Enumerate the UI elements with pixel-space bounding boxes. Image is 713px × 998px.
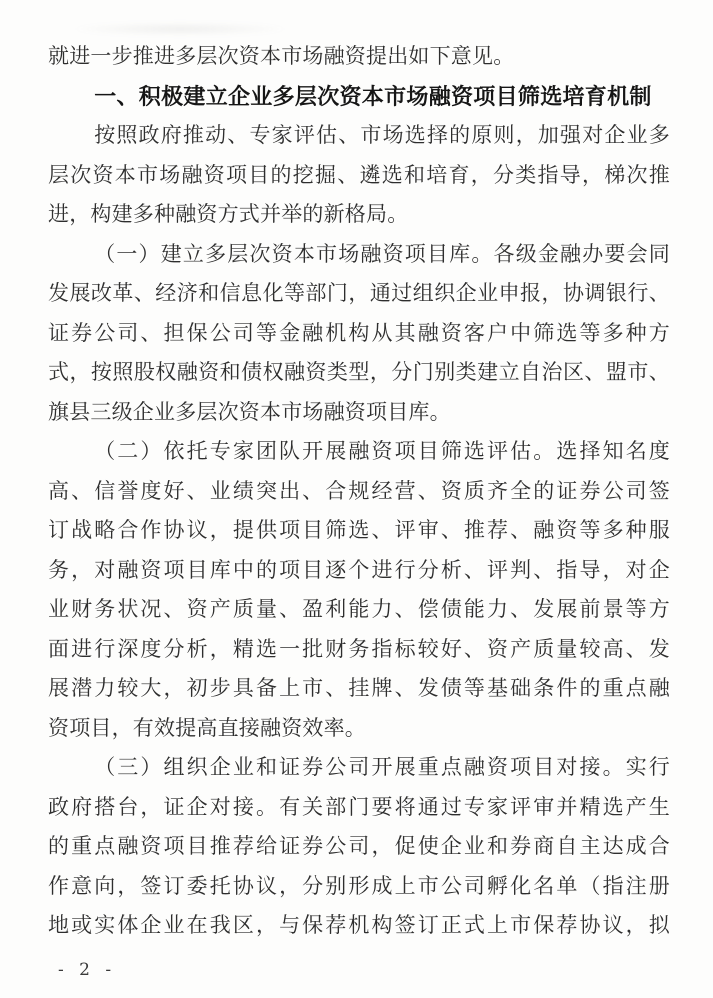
body-line: 式，按照股权融资和债权融资类型，分门别类建立自治区、盟市、: [48, 360, 670, 384]
body-line: （二）依托专家团队开展融资项目筛选评估。选择知名度: [94, 439, 670, 463]
body-line: 进，构建多种融资方式并举的新格局。: [48, 202, 409, 226]
continuation-line: 就进一步推进多层次资本市场融资提出如下意见。: [48, 44, 515, 68]
body-line: （三）组织企业和证券公司开展重点融资项目对接。实行: [94, 755, 670, 779]
body-line: 作意向，签订委托协议，分别形成上市公司孵化名单（指注册: [48, 873, 670, 898]
body-line: 面进行深度分析，精选一批财务指标较好、资产质量较高、发: [48, 636, 670, 661]
scan-smudge-artifact: [70, 22, 290, 36]
body-line: 证券公司、担保公司等金融机构从其融资客户中筛选等多种方: [48, 320, 670, 345]
body-line: 展潜力较大，初步具备上市、挂牌、发债等基础条件的重点融: [48, 676, 670, 700]
body-line: 发展改革、经济和信息化等部门，通过组织企业申报，协调银行、: [48, 281, 670, 305]
body-line: 业财务状况、资产质量、盈利能力、偿债能力、发展前景等方: [48, 597, 670, 621]
body-line: 政府搭台，证企对接。有关部门要将通过专家评审并精选产生: [48, 794, 670, 819]
body-line: 按照政府推动、专家评估、市场选择的原则，加强对企业多: [94, 123, 670, 147]
body-line: 的重点融资项目推荐给证券公司，促使企业和券商自主达成合: [48, 834, 670, 858]
section-heading: 一、积极建立企业多层次资本市场融资项目筛选培育机制: [94, 83, 652, 109]
document-body: [48, 37, 670, 946]
page-number: - 2 -: [58, 960, 117, 980]
body-line: 旗县三级企业多层次资本市场融资项目库。: [48, 399, 451, 424]
body-line: 务，对融资项目库中的项目逐个进行分析、评判、指导，对企: [48, 557, 670, 582]
body-line: 高、信誉度好、业绩突出、合规经营、资质齐全的证券公司签: [48, 478, 670, 503]
body-line: 订战略合作协议，提供项目筛选、评审、推荐、融资等多种服: [48, 518, 670, 542]
body-line: 层次资本市场融资项目的挖掘、遴选和培育，分类指导，梯次推: [48, 162, 670, 187]
body-line: 资项目，有效提高直接融资效率。: [48, 715, 366, 740]
body-line: （一）建立多层次资本市场融资项目库。各级金融办要会同: [94, 241, 670, 266]
body-line: 地或实体企业在我区，与保荐机构签订正式上市保荐协议，拟: [48, 913, 670, 937]
